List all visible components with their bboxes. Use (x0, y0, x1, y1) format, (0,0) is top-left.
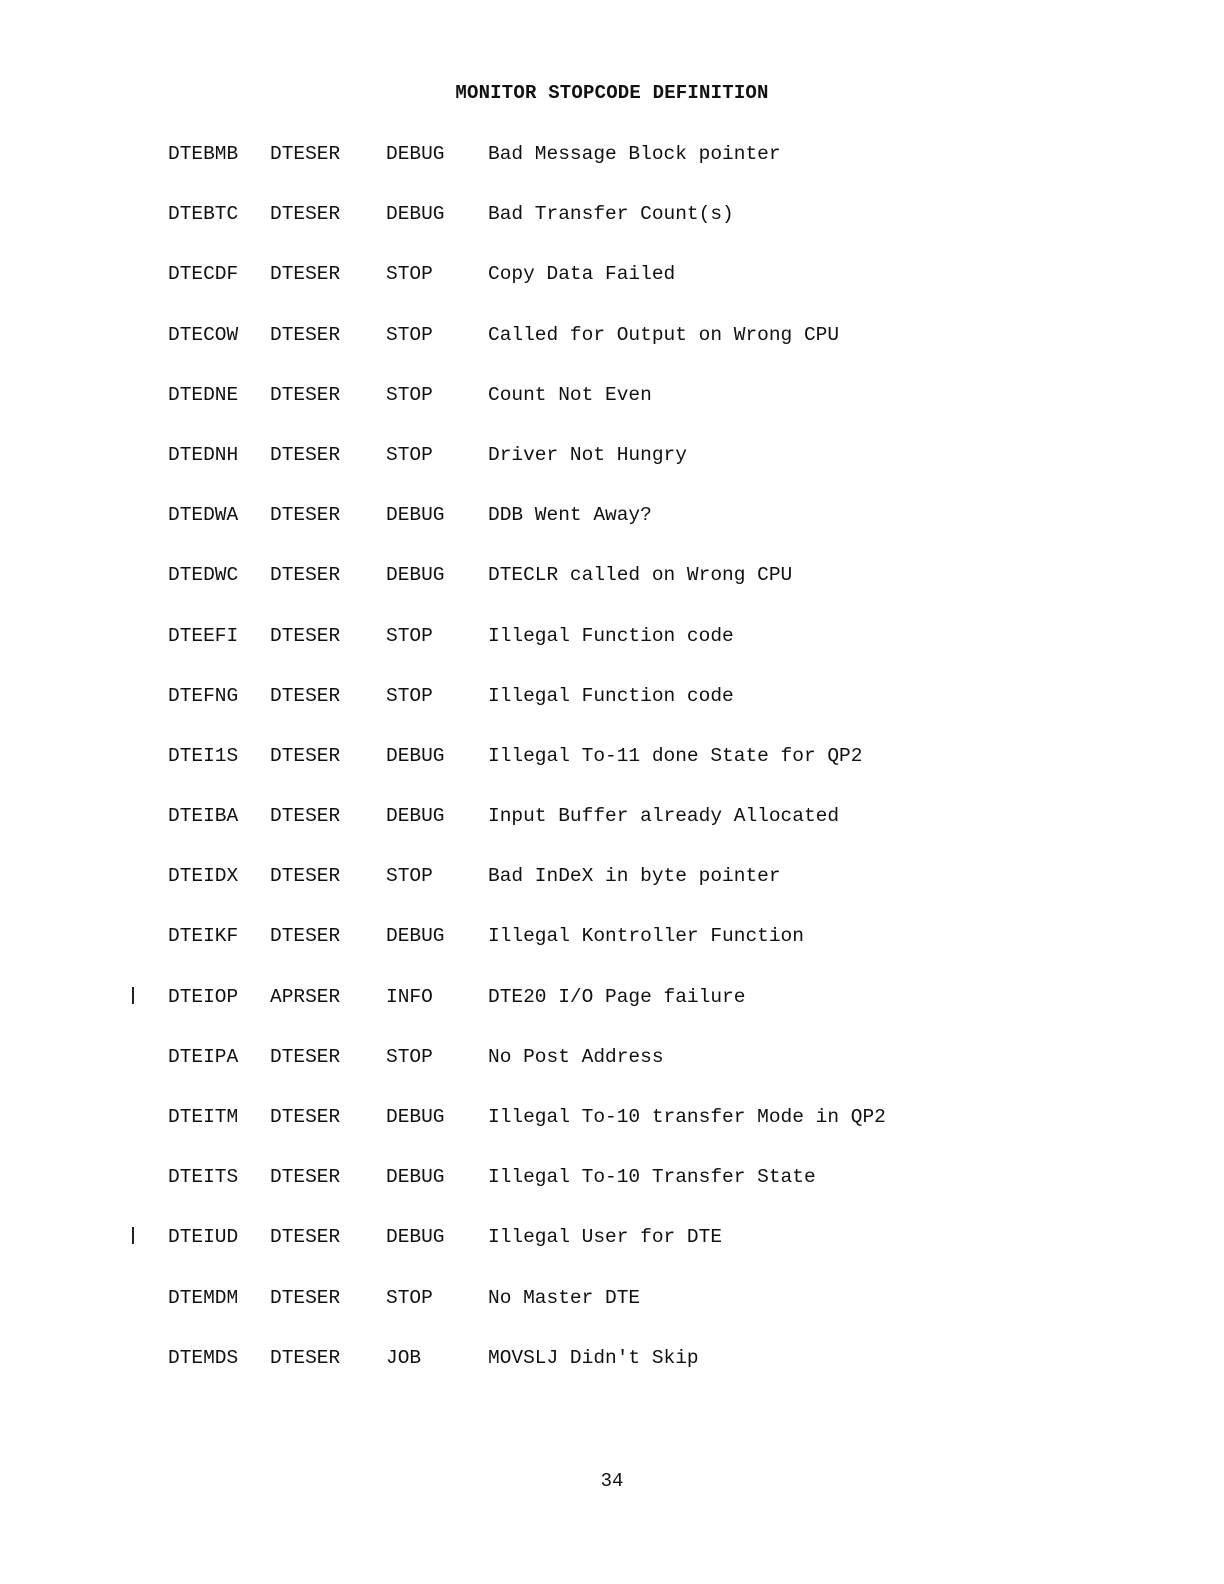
stopcode-description: Copy Data Failed (488, 263, 676, 286)
table-row (0, 561, 1224, 621)
stopcode-name: DTEEFI (168, 624, 239, 647)
module-name: DTESER (270, 925, 341, 948)
stopcode-description: Driver Not Hungry (488, 443, 687, 466)
table-row (0, 862, 1224, 922)
stopcode-type: STOP (386, 865, 433, 888)
stopcode-type: STOP (386, 684, 433, 707)
stopcode-name: DTEIPA (168, 1045, 239, 1068)
stopcode-type: DEBUG (386, 925, 445, 948)
stopcode-description: Count Not Even (488, 383, 652, 406)
stopcode-name: DTEBTC (168, 203, 239, 226)
table-row (0, 983, 1224, 1043)
stopcode-name: DTEDNE (168, 383, 239, 406)
page-title: MONITOR STOPCODE DEFINITION (455, 82, 769, 104)
module-name: DTESER (270, 805, 341, 828)
stopcode-name: DTEITM (168, 1106, 239, 1128)
stopcode-name: DTECOW (168, 323, 239, 346)
table-row (0, 1163, 1224, 1223)
stopcode-name: DTEFNG (168, 684, 239, 707)
stopcode-type: DEBUG (386, 143, 445, 165)
table-row (0, 1344, 1224, 1404)
stopcode-type: DEBUG (386, 1106, 445, 1128)
module-name: DTESER (270, 1045, 341, 1068)
stopcode-description: Illegal Kontroller Function (488, 925, 804, 948)
stopcode-description: Bad Transfer Count(s) (488, 203, 734, 226)
stopcode-type: DEBUG (386, 805, 445, 828)
stopcode-name: DTEDNH (168, 443, 239, 466)
table-row (0, 381, 1224, 441)
module-name: DTESER (270, 443, 341, 466)
stopcode-description: Called for Output on Wrong CPU (488, 323, 840, 346)
stopcode-description: DTE20 I/O Page failure (488, 985, 746, 1008)
stopcode-name: DTEMDS (168, 1346, 239, 1369)
stopcode-description: MOVSLJ Didn't Skip (488, 1346, 699, 1369)
module-name: DTESER (270, 263, 341, 286)
stopcode-description: Illegal Function code (488, 684, 734, 707)
stopcode-type: DEBUG (386, 504, 445, 527)
table-row (0, 441, 1224, 501)
stopcode-type: DEBUG (386, 564, 445, 587)
stopcode-type: STOP (386, 624, 433, 647)
stopcode-description: Illegal User for DTE (488, 1226, 723, 1249)
module-name: DTESER (270, 684, 341, 707)
stopcode-description: Illegal Function code (488, 624, 734, 647)
stopcode-type: STOP (386, 443, 433, 466)
stopcode-type: STOP (386, 1286, 433, 1309)
change-bar (132, 987, 134, 1004)
stopcode-description: DTECLR called on Wrong CPU (488, 564, 793, 587)
module-name: DTESER (270, 1346, 341, 1369)
table-row (0, 1284, 1224, 1344)
stopcode-description: Illegal To-11 done State for QP2 (488, 744, 863, 767)
change-bar (132, 1227, 134, 1244)
module-name: DTESER (270, 624, 341, 647)
stopcode-description: Input Buffer already Allocated (488, 805, 840, 828)
stopcode-name: DTEI1S (168, 744, 239, 767)
stopcode-description: Illegal To-10 transfer Mode in QP2 (488, 1106, 886, 1128)
stopcode-name: DTEMDM (168, 1286, 239, 1309)
table-row (0, 260, 1224, 320)
stopcode-name: DTEIOP (168, 985, 239, 1008)
stopcode-name: DTEITS (168, 1166, 239, 1189)
stopcode-type: STOP (386, 323, 433, 346)
table-row (0, 682, 1224, 742)
table-row (0, 1103, 1224, 1163)
stopcode-type: DEBUG (386, 744, 445, 767)
module-name: DTESER (270, 1106, 341, 1128)
stopcode-name: DTEDWA (168, 504, 239, 527)
stopcode-type: DEBUG (386, 203, 445, 226)
module-name: DTESER (270, 143, 341, 165)
module-name: DTESER (270, 323, 341, 346)
stopcode-name: DTEDWC (168, 564, 239, 587)
stopcode-type: STOP (386, 383, 433, 406)
stopcode-description: Bad InDeX in byte pointer (488, 865, 781, 888)
stopcode-name: DTEIBA (168, 805, 239, 828)
table-row (0, 140, 1224, 200)
stopcode-type: DEBUG (386, 1226, 445, 1249)
table-row (0, 1043, 1224, 1103)
module-name: APRSER (270, 985, 341, 1008)
table-row (0, 742, 1224, 802)
table-row (0, 802, 1224, 862)
table-row (0, 200, 1224, 260)
table-row (0, 501, 1224, 561)
stopcode-name: DTEBMB (168, 143, 239, 165)
module-name: DTESER (270, 564, 341, 587)
module-name: DTESER (270, 1166, 341, 1189)
module-name: DTESER (270, 1226, 341, 1249)
stopcode-type: STOP (386, 263, 433, 286)
stopcode-name: DTEIKF (168, 925, 239, 948)
module-name: DTESER (270, 865, 341, 888)
module-name: DTESER (270, 1286, 341, 1309)
stopcode-type: INFO (386, 985, 433, 1008)
module-name: DTESER (270, 203, 341, 226)
page-number: 34 (600, 1470, 624, 1492)
stopcode-type: STOP (386, 1045, 433, 1068)
module-name: DTESER (270, 383, 341, 406)
stopcode-description: Illegal To-10 Transfer State (488, 1166, 816, 1189)
stopcode-description: No Master DTE (488, 1286, 641, 1309)
module-name: DTESER (270, 504, 341, 527)
stopcode-name: DTEIDX (168, 865, 239, 888)
table-row (0, 1223, 1224, 1283)
module-name: DTESER (270, 744, 341, 767)
stopcode-type: JOB (386, 1346, 422, 1369)
stopcode-type: DEBUG (386, 1166, 445, 1189)
table-row (0, 321, 1224, 381)
table-row (0, 622, 1224, 682)
table-row (0, 922, 1224, 982)
stopcode-description: No Post Address (488, 1045, 664, 1068)
stopcode-table (0, 140, 1224, 1404)
stopcode-name: DTECDF (168, 263, 239, 286)
stopcode-name: DTEIUD (168, 1226, 239, 1249)
stopcode-description: Bad Message Block pointer (488, 143, 781, 165)
stopcode-description: DDB Went Away? (488, 504, 652, 527)
